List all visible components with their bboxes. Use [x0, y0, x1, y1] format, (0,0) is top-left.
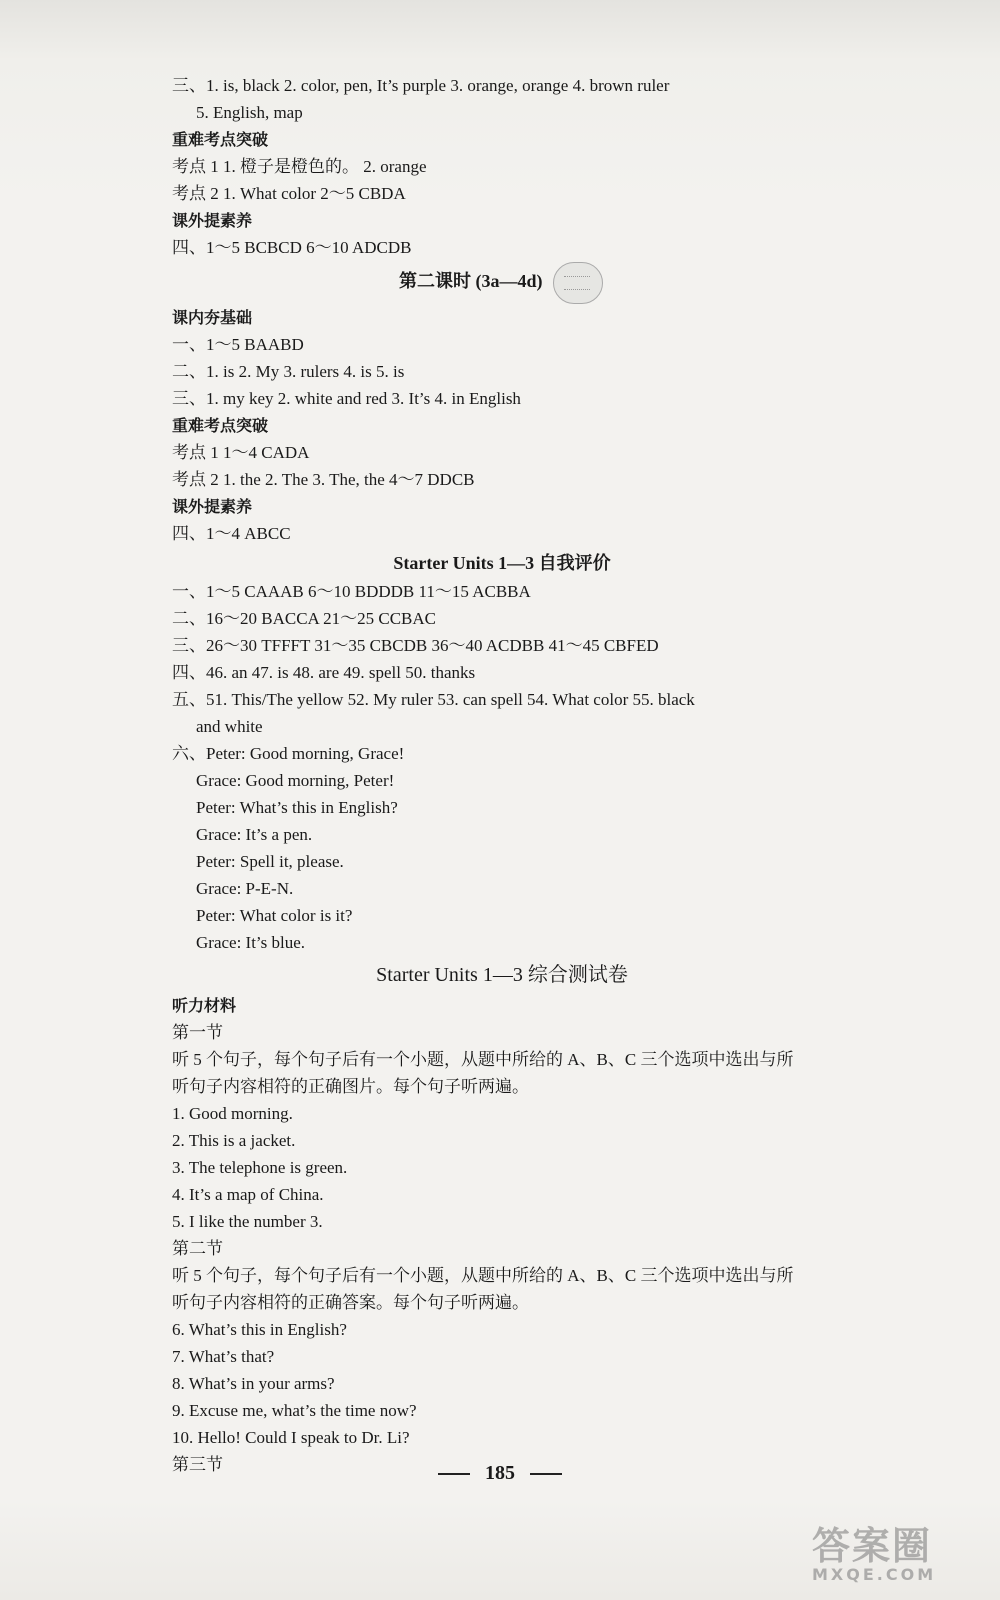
lesson2-title: 第二课时 (3a—4d) [399, 271, 543, 292]
watermark-logo [812, 1526, 982, 1586]
listening-item: 10. Hello! Could I speak to Dr. Li? [172, 1428, 410, 1447]
section2-instruction: 听句子内容相符的正确答案。每个句子听两遍。 [172, 1293, 529, 1312]
page-number-row [0, 1458, 1000, 1488]
lesson2-heading-key-points: 重难考点突破 [172, 416, 269, 435]
lesson2-key-point-1: 考点 1 1～4 CADA [172, 443, 310, 462]
answer-key-content [172, 72, 832, 1478]
lesson2-ex2: 二、1. is 2. My 3. rulers 4. is 5. is [172, 362, 405, 381]
watermark-text: 答案圈 [812, 1524, 933, 1568]
lesson2-title-row [172, 262, 832, 304]
dialogue-line: Peter: What’s this in English? [196, 798, 398, 817]
section1-instruction: 听 5 个句子，每个句子后有一个小题，从题中所给的 A、B、C 三个选项中选出与所 [172, 1050, 794, 1069]
lesson1-ex3-line2: 5. English, map [196, 103, 303, 122]
lesson2-heading-basic: 课内夯基础 [172, 308, 253, 327]
listening-item: 3. The telephone is green. [172, 1158, 348, 1177]
dialogue-line: Peter: What color is it? [196, 906, 353, 925]
listening-heading: 听力材料 [172, 996, 237, 1015]
listening-item: 1. Good morning. [172, 1104, 293, 1123]
listening-item: 4. It’s a map of China. [172, 1185, 324, 1204]
lesson1-ex4: 四、1～5 BCBCD 6～10 ADCDB [172, 238, 412, 257]
stamp-mark [553, 262, 603, 304]
watermark-url: MXQE.COM [812, 1565, 937, 1584]
section2-title: 第二节 [172, 1239, 223, 1258]
dialogue-line-first: 六、Peter: Good morning, Grace! [172, 744, 405, 763]
dialogue-line: Grace: It’s blue. [196, 933, 306, 952]
self-eval-title: Starter Units 1—3 自我评价 [393, 553, 611, 573]
lesson2-key-point-2: 考点 2 1. the 2. The 3. The, the 4～7 DDCB [172, 470, 475, 489]
lesson1-key-point-2: 考点 2 1. What color 2～5 CBDA [172, 184, 406, 203]
self-eval-ex5-continuation: and white [196, 717, 263, 736]
listening-item: 8. What’s in your arms? [172, 1374, 335, 1393]
lesson2-ex3: 三、1. my key 2. white and red 3. It’s 4. in English [172, 389, 521, 408]
lesson2-ex4: 四、1～4 ABCC [172, 524, 291, 543]
self-eval-line: 三、26～30 TFFFT 31～35 CBCDB 36～40 ACDBB 41～45 CBFED [172, 636, 659, 655]
page-number-dash-left [438, 1473, 470, 1475]
section2-instruction: 听 5 个句子，每个句子后有一个小题，从题中所给的 A、B、C 三个选项中选出与所 [172, 1266, 794, 1285]
dialogue-line: Grace: Good morning, Peter! [196, 771, 395, 790]
test-title: Starter Units 1—3 综合测试卷 [376, 964, 628, 986]
listening-item: 2. This is a jacket. [172, 1131, 296, 1150]
self-eval-line: 一、1～5 CAAAB 6～10 BDDDB 11～15 ACBBA [172, 582, 531, 601]
lesson1-heading-key-points: 重难考点突破 [172, 130, 269, 149]
lesson2-ex1: 一、1～5 BAABD [172, 335, 304, 354]
lesson1-ex3-line1: 三、1. is, black 2. color, pen, It’s purple 3. orange, orange 4. brown ruler [172, 76, 670, 95]
lesson1-key-point-1: 考点 1 1. 橙子是橙色的。 2. orange [172, 157, 427, 176]
self-eval-line: 四、46. an 47. is 48. are 49. spell 50. thanks [172, 663, 476, 682]
listening-item: 7. What’s that? [172, 1347, 275, 1366]
dialogue-line: Grace: P-E-N. [196, 879, 294, 898]
page-number: 185 [485, 1462, 515, 1484]
dialogue-line: Grace: It’s a pen. [196, 825, 313, 844]
self-eval-line: 二、16～20 BACCA 21～25 CCBAC [172, 609, 437, 628]
page-number-dash-right [530, 1473, 562, 1475]
dialogue-line: Peter: Spell it, please. [196, 852, 344, 871]
listening-item: 5. I like the number 3. [172, 1212, 323, 1231]
section3-title: 第三节 [172, 1455, 223, 1474]
lesson2-heading-extra: 课外提素养 [172, 497, 253, 516]
lesson1-heading-extra: 课外提素养 [172, 211, 253, 230]
section1-instruction: 听句子内容相符的正确图片。每个句子听两遍。 [172, 1077, 529, 1096]
self-eval-line: 五、51. This/The yellow 52. My ruler 53. can spell 54. What color 55. black [172, 690, 695, 709]
listening-item: 6. What’s this in English? [172, 1320, 347, 1339]
listening-item: 9. Excuse me, what’s the time now? [172, 1401, 417, 1420]
section1-title: 第一节 [172, 1023, 223, 1042]
